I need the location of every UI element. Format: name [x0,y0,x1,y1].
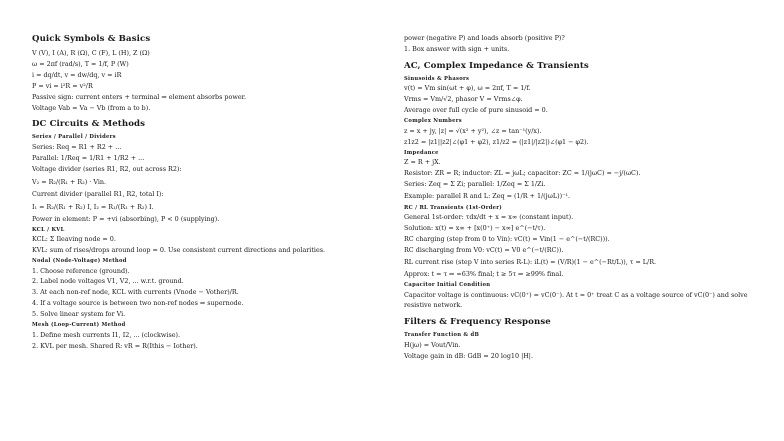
dc-line-idiv-formula: I₁ = R₂/(R₁ + R₂) I, I₂ = R₁/(R₁ + R₂) I. [32,202,154,211]
quick-line-omega: ω = 2πf (rad/s), T = 1/f, P (W) [32,59,129,68]
quick-line-current: i = dq/dt, v = dw/dq, v = iR [32,70,122,79]
nodal-step-3: 3. At each non-ref node, KCL with currents (Vnode − Vother)/R. [32,288,239,297]
quick-line-voltage: Voltage Vab = Va − Vb (from a to b). [32,103,151,112]
impedance-line-example: Example: parallel R and L: Zeq = (1/R + 1/(jωL))⁻¹. [404,191,571,200]
dc-line-power-element: Power in element: P = +vi (absorbing), P < 0 (supplying). [32,214,220,223]
subsection-transfer-function: Transfer Function & dB [404,332,480,339]
nodal-step-5: 5. Solve linear system for Vi. [32,310,126,319]
mesh-step-2: 2. KVL per mesh. Shared R: vR = R(Ithis − Iother). [32,341,198,350]
subsection-impedance: Impedance [404,149,439,156]
subsection-kcl-kvl: KCL / KVL [32,226,65,233]
transient-line-rl-rise: RL current rise (step V into series R-L): iL(t) = (V/R)(1 − e^(−Rt/L)), τ = L/R. [404,258,657,267]
nodal-step-4: 4. If a voltage source is between two non-ref nodes ⇒ supernode. [32,299,244,308]
transient-line-general: General 1st-order: τdx/dt + x = x∞ (constant input). [404,213,574,222]
dc-line-idiv-intro: Current divider (parallel R1, R2, total I): [32,189,164,198]
nodal-step-1: 1. Choose reference (ground). [32,266,130,275]
capacitor-line-continuity: Capacitor voltage is continuous: vC(0⁺) = vC(0⁻). At t = 0⁺ treat C as a voltage source of vC(0⁻) and solve resistive network. [404,290,748,310]
complex-line-magnitude: z = x + jy, |z| = √(x² + y²), ∠z = tan⁻¹(y/x). [404,126,542,135]
subsection-series-parallel: Series / Parallel / Dividers [32,134,116,141]
ac-line-sinusoid: v(t) = Vm sin(ωt + φ), ω = 2πf, T = 1/f. [404,84,531,93]
right-column [404,26,776,362]
left-column [32,26,394,352]
complex-line-product: z1z2 = |z1||z2|∠(φ1 + φ2), z1/z2 = (|z1|/|z2|)∠(φ1 − φ2). [404,137,589,146]
section-title-quick-symbols: Quick Symbols & Basics [32,34,151,44]
subsection-sinusoids: Sinusoids & Phasors [404,75,470,82]
ac-line-rms: Vrms = Vm/√2, phasor V = Vrms∠φ. [404,95,523,104]
quick-line-power: P = vi = i²R = v²/R [32,81,93,90]
section-title-filters: Filters & Frequency Response [404,317,551,328]
nodal-step-2: 2. Label node voltages V1, V2, ... w.r.t. ground. [32,277,184,286]
transient-line-solution: Solution: x(t) = x∞ + [x(0⁺) − x∞] e^(−t/τ). [404,224,546,233]
impedance-line-combinations: Series: Zeq = Σ Zi; parallel: 1/Zeq = Σ 1/Zi. [404,179,546,188]
subsection-capacitor-initial: Capacitor Initial Condition [404,281,491,288]
dc-line-vdiv-formula: V₂ = R₂/(R₁ + R₂) · Vin. [32,177,107,186]
subsection-transients: RC / RL Transients (1st-Order) [404,204,503,211]
continued-line-box-answer: 1. Box answer with sign + units. [404,44,510,53]
transient-line-rc-discharging: RC discharging from V0: vC(t) = V0 e^(−t/(RC)). [404,246,564,255]
subsection-complex-numbers: Complex Numbers [404,118,462,125]
dc-line-vdiv-intro: Voltage divider (series R1, R2, out across R2): [32,164,182,173]
mesh-step-1: 1. Define mesh currents I1, I2, ... (clockwise). [32,330,181,339]
tf-line-db-gain: Voltage gain in dB: GdB = 20 log10 |H|. [404,351,533,360]
dc-line-parallel: Parallel: 1/Req = 1/R1 + 1/R2 + ... [32,153,145,162]
subsection-mesh: Mesh (Loop-Current) Method [32,322,126,329]
dc-line-kcl: KCL: Σ Ileaving node = 0. [32,235,116,244]
impedance-line-def: Z = R + jX. [404,158,441,167]
transient-line-rc-charging: RC charging (step from 0 to Vin): vC(t) = Vin(1 − e^(−t/(RC))). [404,235,610,244]
dc-line-kvl: KVL: sum of rises/drops around loop = 0. Use consistent current directions and polarities. [32,246,326,255]
quick-line-units: V (V), I (A), R (Ω), C (F), L (H), Z (Ω) [32,49,150,57]
tf-line-definition: H(jω) = Vout/Vin. [404,340,461,349]
section-title-ac: AC, Complex Impedance & Transients [404,60,589,71]
impedance-line-elements: Resistor: ZR = R; inductor: ZL = jωL; capacitor: ZC = 1/(jωC) = −j/(ωC). [404,169,641,178]
ac-line-average: Average over full cycle of pure sinusoid = 0. [404,106,548,115]
section-title-dc: DC Circuits & Methods [32,119,146,130]
transient-line-approx: Approx: t = τ ⇒ ≈63% final; t ≥ 5τ ⇒ ≥99% final. [404,270,564,279]
subsection-nodal: Nodal (Node-Voltage) Method [32,257,127,264]
dc-line-series: Series: Req = R1 + R2 + ... [32,143,122,152]
continued-line-power: power (negative P) and loads absorb (positive P)? [404,34,565,42]
quick-line-passive-sign: Passive sign: current enters + terminal ⇒ element absorbs power. [32,92,246,101]
